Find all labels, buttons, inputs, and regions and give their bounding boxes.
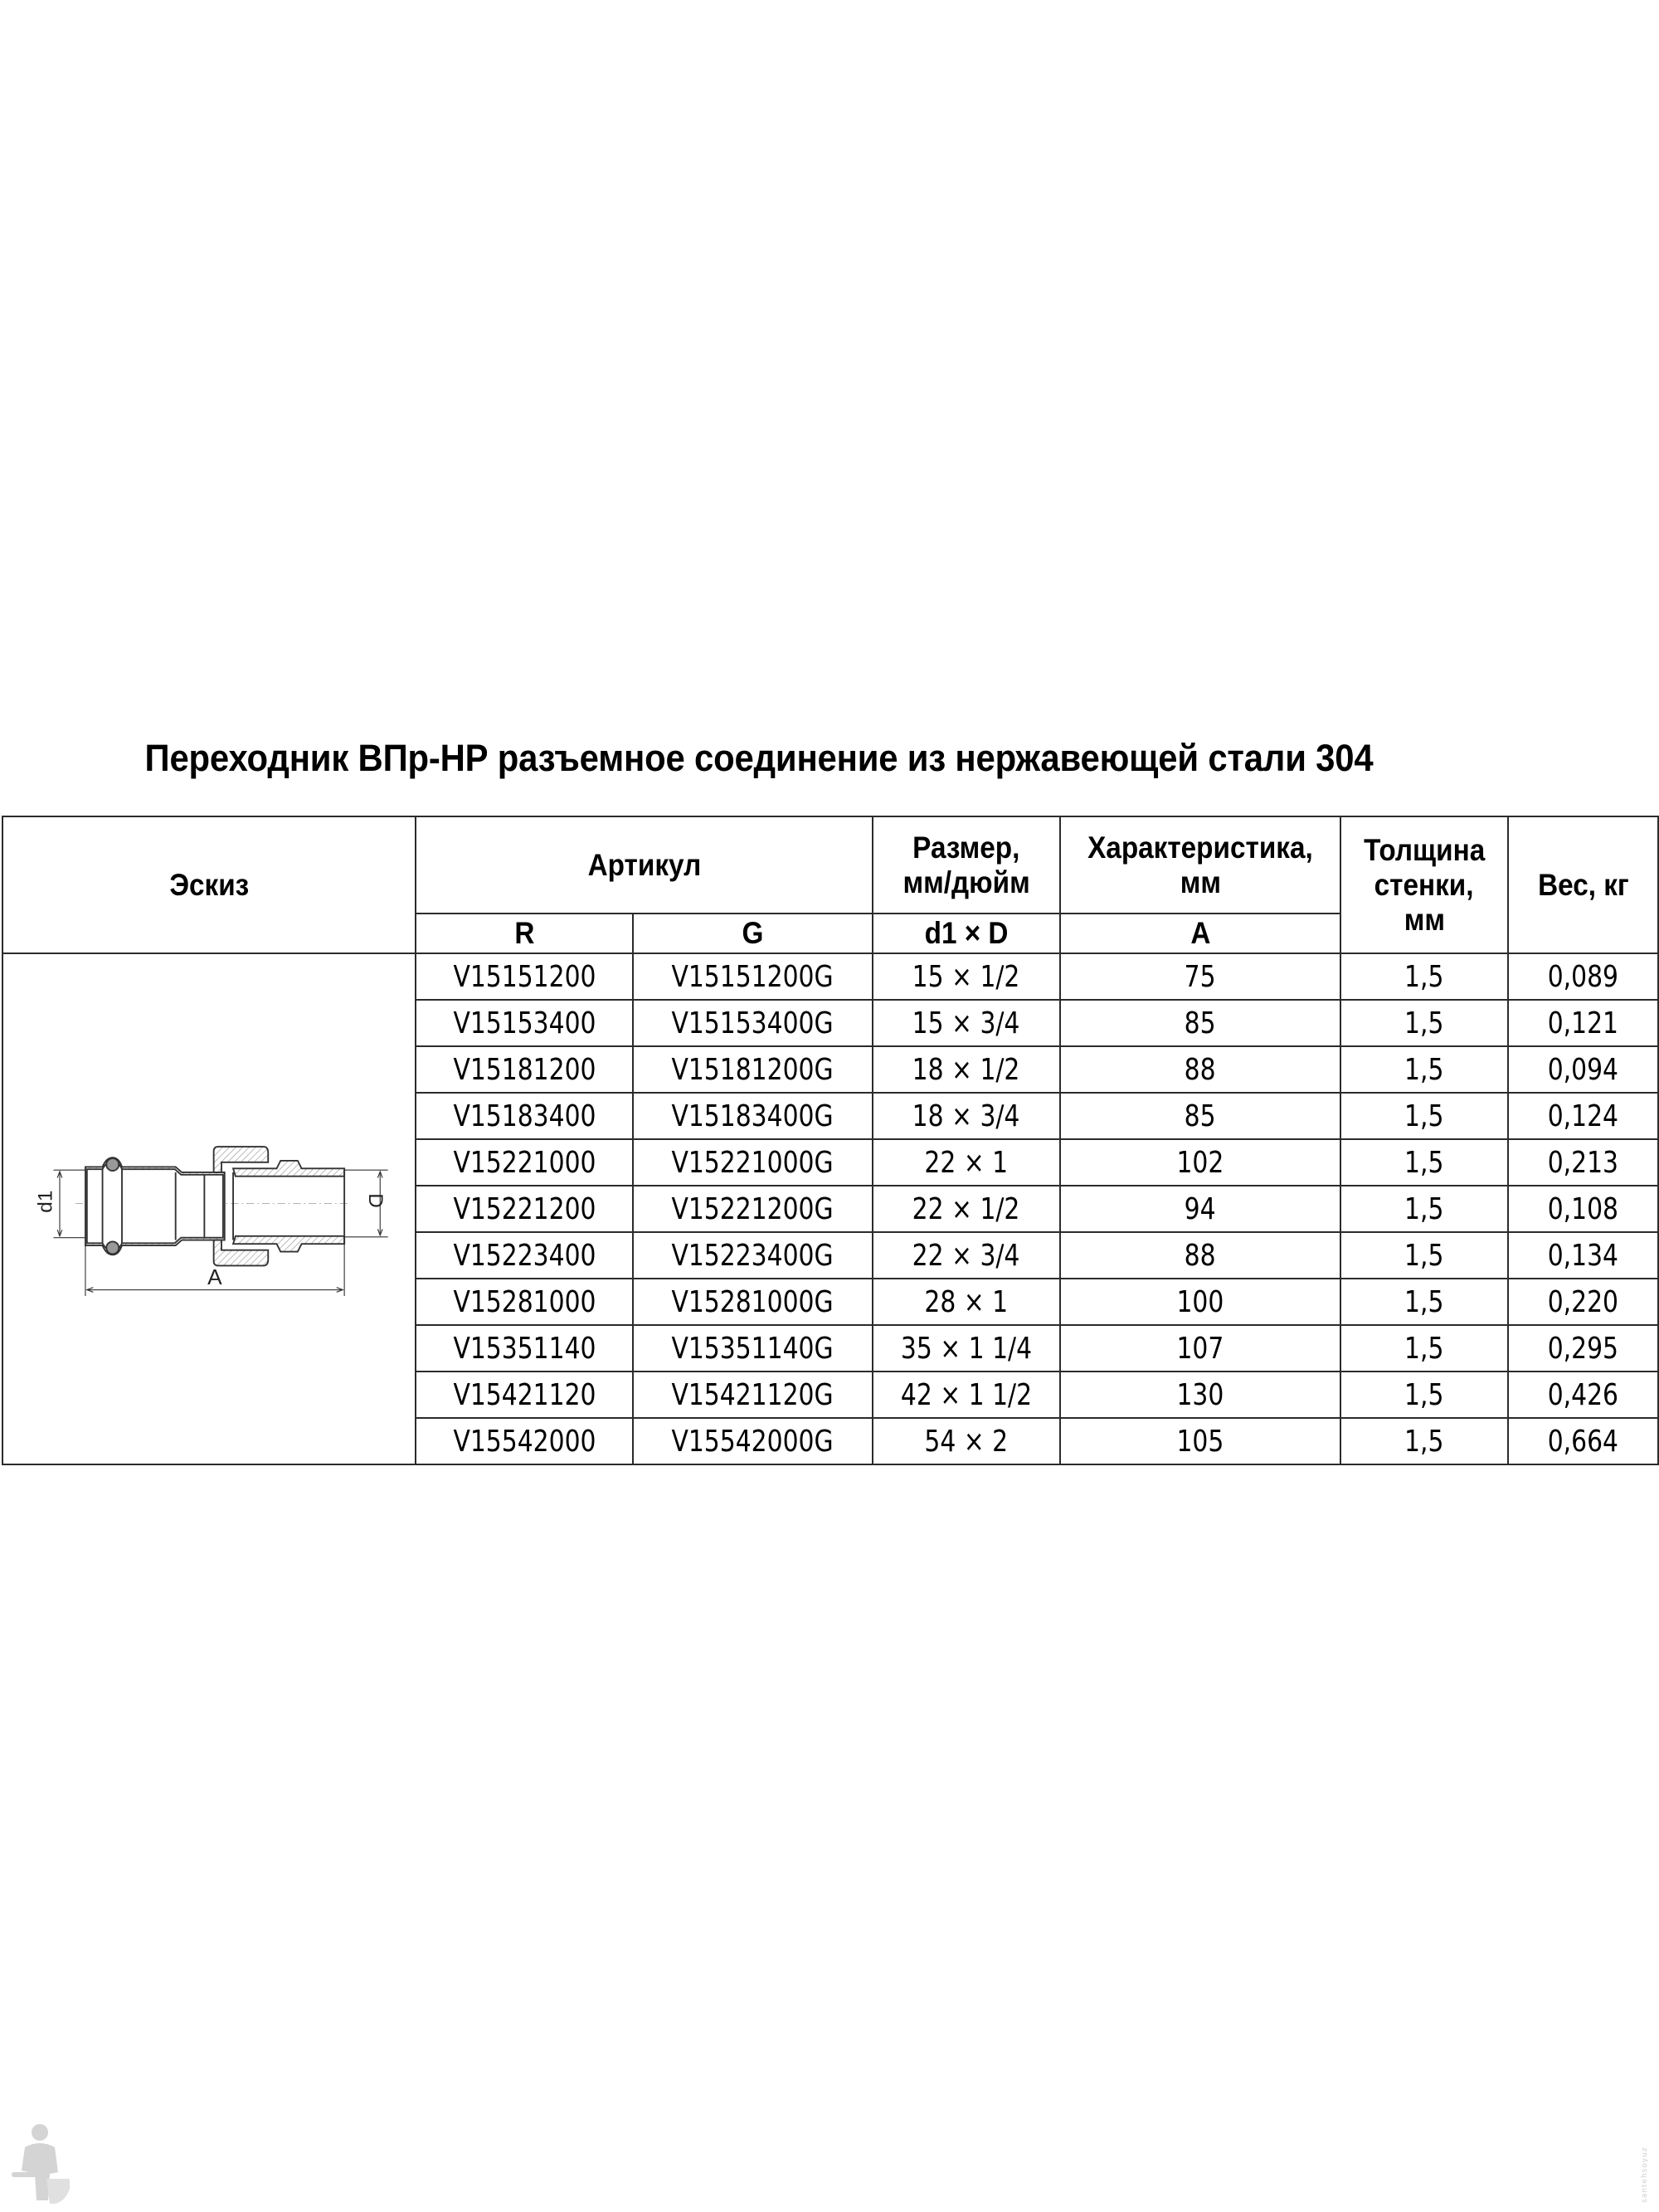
cell-article-g: V15221000G: [633, 1139, 873, 1186]
cell-size: 22 × 3/4: [873, 1232, 1060, 1279]
cell-article-r: V15281000: [416, 1279, 633, 1325]
page-title: Переходник ВПр-НР разъемное соединение из нержавеющей стали 304: [144, 737, 1374, 779]
sketch-label-A: A: [207, 1264, 222, 1289]
header-size-line2: мм/дюйм: [902, 865, 1030, 899]
cell-characteristic-a: 105: [1060, 1418, 1340, 1464]
cell-wall-thickness: 1,5: [1340, 1418, 1508, 1464]
cell-article-g: V15221200G: [633, 1186, 873, 1232]
watermark-text: santehsoyuz: [1641, 2146, 1649, 2203]
cell-article-r: V15183400: [416, 1093, 633, 1139]
cell-size: 54 × 2: [873, 1418, 1060, 1464]
cell-article-g: V15223400G: [633, 1232, 873, 1279]
cell-article-g: V15542000G: [633, 1418, 873, 1464]
header-char-line2: мм: [1180, 865, 1221, 899]
header-wall-line2: стенки,: [1374, 867, 1474, 902]
cell-size: 28 × 1: [873, 1279, 1060, 1325]
fitting-sketch: [3, 1084, 415, 1333]
cell-article-g: V15151200G: [633, 953, 873, 1000]
header-char-sub: A: [1060, 914, 1340, 953]
cell-article-r: V15221200: [416, 1186, 633, 1232]
cell-weight: 0,124: [1508, 1093, 1658, 1139]
cell-article-r: V15223400: [416, 1232, 633, 1279]
cell-wall-thickness: 1,5: [1340, 1279, 1508, 1325]
cell-characteristic-a: 94: [1060, 1186, 1340, 1232]
header-size-sub: d1 × D: [873, 914, 1060, 953]
cell-article-g: V15281000G: [633, 1279, 873, 1325]
cell-wall-thickness: 1,5: [1340, 1046, 1508, 1093]
cell-characteristic-a: 100: [1060, 1279, 1340, 1325]
header-article-g: G: [633, 914, 873, 953]
cell-article-r: V15153400: [416, 1000, 633, 1046]
table-row: [2, 953, 1658, 1000]
cell-weight: 0,213: [1508, 1139, 1658, 1186]
cell-article-g: V15153400G: [633, 1000, 873, 1046]
cell-weight: 0,121: [1508, 1000, 1658, 1046]
cell-weight: 0,094: [1508, 1046, 1658, 1093]
cell-article-r: V15421120: [416, 1372, 633, 1418]
cell-wall-thickness: 1,5: [1340, 1139, 1508, 1186]
cell-wall-thickness: 1,5: [1340, 1325, 1508, 1372]
header-wall-line3: мм: [1404, 902, 1445, 937]
header-characteristic: [1060, 816, 1340, 914]
header-article: Артикул: [416, 816, 873, 914]
spec-table: [2, 816, 1659, 1465]
cell-size: 42 × 1 1/2: [873, 1372, 1060, 1418]
cell-characteristic-a: 102: [1060, 1139, 1340, 1186]
header-size-line1: Размер,: [912, 830, 1020, 865]
cell-characteristic-a: 85: [1060, 1000, 1340, 1046]
cell-size: 35 × 1 1/4: [873, 1325, 1060, 1372]
cell-size: 22 × 1: [873, 1139, 1060, 1186]
sketch-cell: [2, 953, 416, 1464]
cell-size: 15 × 3/4: [873, 1000, 1060, 1046]
header-article-r: R: [416, 914, 633, 953]
cell-size: 22 × 1/2: [873, 1186, 1060, 1232]
cell-weight: 0,426: [1508, 1372, 1658, 1418]
cell-article-r: V15181200: [416, 1046, 633, 1093]
cell-article-g: V15183400G: [633, 1093, 873, 1139]
sketch-label-d1: d1: [34, 1190, 57, 1213]
cell-wall-thickness: 1,5: [1340, 1372, 1508, 1418]
cell-article-g: V15351140G: [633, 1325, 873, 1372]
header-wall-thickness: [1340, 816, 1508, 953]
cell-characteristic-a: 85: [1060, 1093, 1340, 1139]
cell-article-g: V15181200G: [633, 1046, 873, 1093]
cell-wall-thickness: 1,5: [1340, 953, 1508, 1000]
header-weight: Вес, кг: [1508, 816, 1658, 953]
cell-article-r: V15351140: [416, 1325, 633, 1372]
cell-wall-thickness: 1,5: [1340, 1186, 1508, 1232]
plumber-logo: [7, 2114, 70, 2207]
cell-size: 18 × 1/2: [873, 1046, 1060, 1093]
cell-characteristic-a: 75: [1060, 953, 1340, 1000]
header-sketch: Эскиз: [2, 816, 416, 953]
header-wall-line1: Толщина: [1363, 832, 1486, 867]
cell-weight: 0,108: [1508, 1186, 1658, 1232]
cell-size: 15 × 1/2: [873, 953, 1060, 1000]
cell-characteristic-a: 130: [1060, 1372, 1340, 1418]
cell-size: 18 × 3/4: [873, 1093, 1060, 1139]
cell-article-r: V15221000: [416, 1139, 633, 1186]
cell-weight: 0,295: [1508, 1325, 1658, 1372]
cell-characteristic-a: 107: [1060, 1325, 1340, 1372]
header-char-line1: Характеристика,: [1087, 830, 1313, 865]
sketch-label-D: D: [364, 1193, 387, 1208]
cell-article-g: V15421120G: [633, 1372, 873, 1418]
cell-weight: 0,664: [1508, 1418, 1658, 1464]
cell-weight: 0,089: [1508, 953, 1658, 1000]
cell-article-r: V15151200: [416, 953, 633, 1000]
cell-wall-thickness: 1,5: [1340, 1093, 1508, 1139]
cell-characteristic-a: 88: [1060, 1232, 1340, 1279]
cell-weight: 0,134: [1508, 1232, 1658, 1279]
cell-wall-thickness: 1,5: [1340, 1232, 1508, 1279]
cell-characteristic-a: 88: [1060, 1046, 1340, 1093]
cell-article-r: V15542000: [416, 1418, 633, 1464]
cell-weight: 0,220: [1508, 1279, 1658, 1325]
header-size: [873, 816, 1060, 914]
cell-wall-thickness: 1,5: [1340, 1000, 1508, 1046]
